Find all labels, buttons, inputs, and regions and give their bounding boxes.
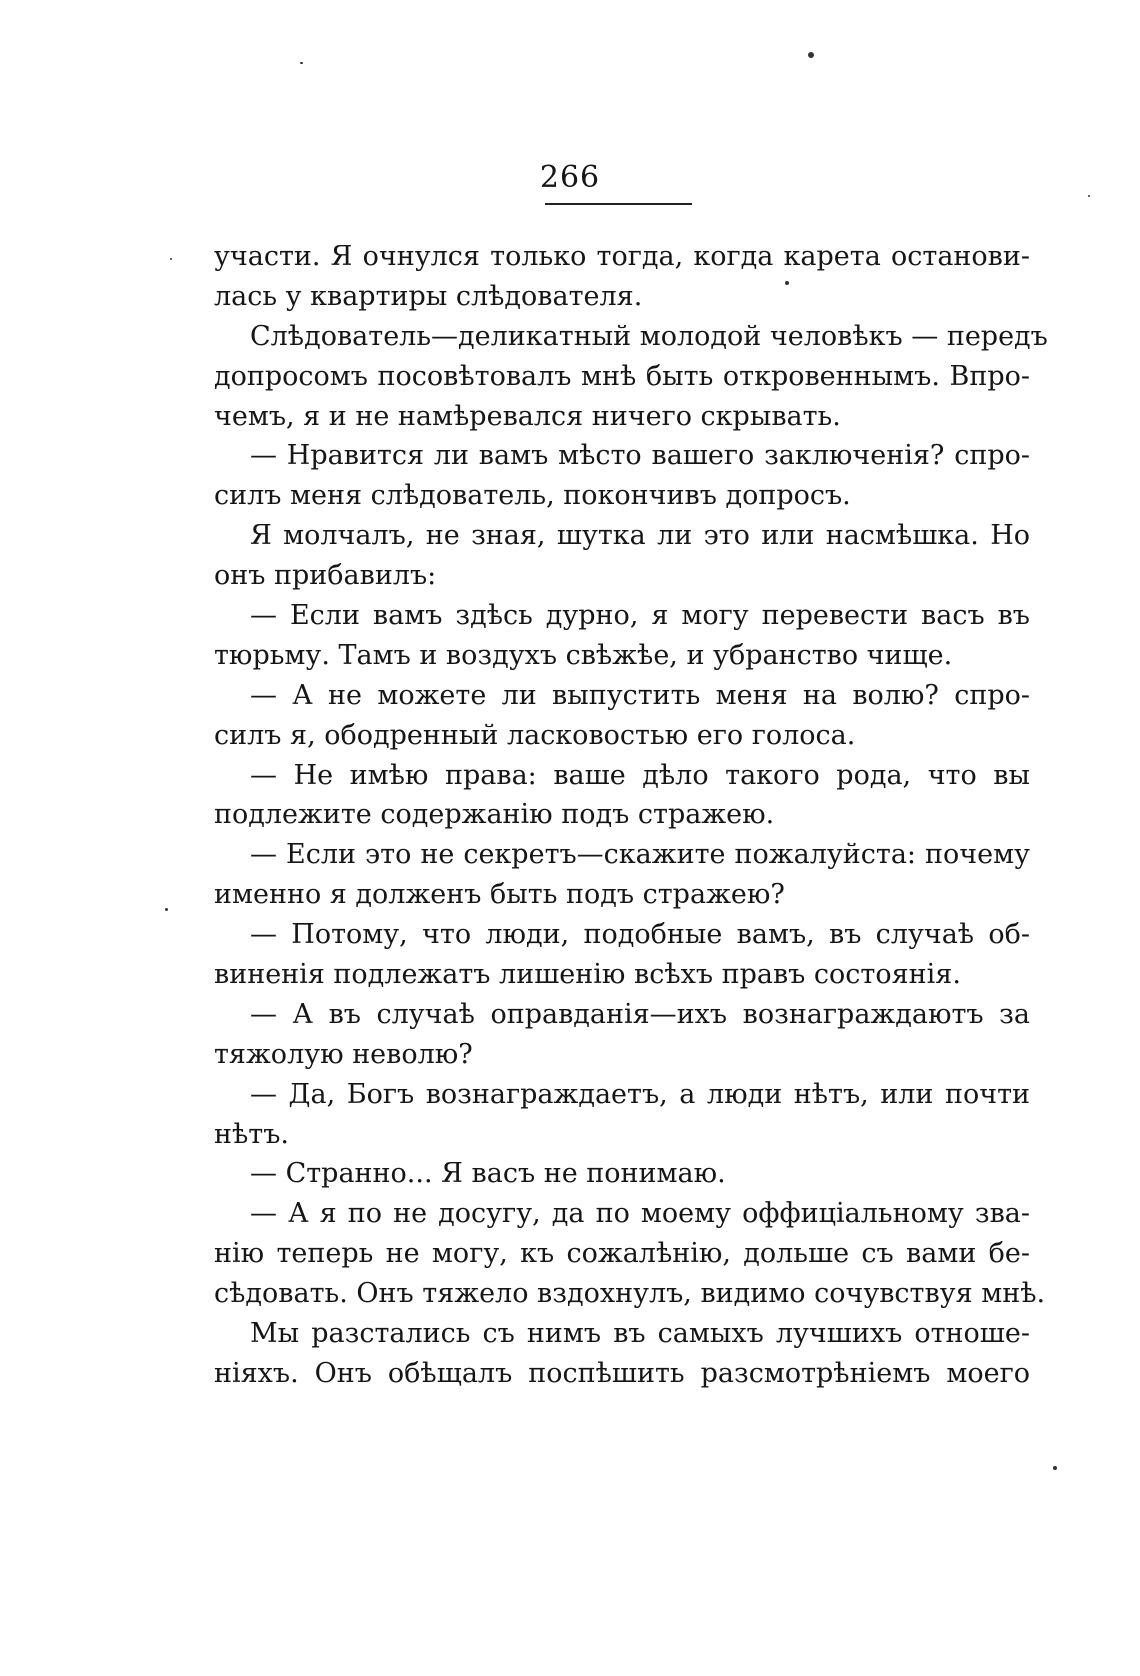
text-line: — А не можете ли выпустить меня на волю? спро- xyxy=(250,679,1030,711)
text-line: — А въ случаѣ оправданія—ихъ вознаграждаютъ за xyxy=(250,998,1030,1030)
text-line: нію теперь не могу, къ сожалѣнію, дольше съ вами бе- xyxy=(214,1238,1030,1270)
text-line: участи. Я очнулся только тогда, когда карета останови- xyxy=(214,241,1030,272)
text-line: — Если вамъ здѣсь дурно, я могу перевести васъ въ xyxy=(250,600,1030,632)
text-line: Слѣдователь—деликатный молодой человѣкъ — передъ xyxy=(250,320,1048,352)
text-line: нѣтъ. xyxy=(214,1118,289,1150)
text-line: — Потому, что люди, подобные вамъ, въ случаѣ об- xyxy=(250,919,1030,951)
text-line: сѣдовать. Онъ тяжело вздохнулъ, видимо сочувствуя мнѣ. xyxy=(214,1278,1046,1310)
scan-speck xyxy=(170,258,172,260)
text-line: — Нравится ли вамъ мѣсто вашего заключенія? спро- xyxy=(250,440,1030,472)
text-line: лась у квартиры слѣдователя. xyxy=(214,280,643,312)
text-line: Я молчалъ, не зная, шутка ли это или насмѣшка. Но xyxy=(250,520,1030,552)
text-line: силъ я, ободренный ласковостью его голоса. xyxy=(214,719,856,751)
text-line: — Не имѣю права: ваше дѣло такого рода, что вы xyxy=(250,759,1030,791)
text-line: подлежите содержанію подъ стражею. xyxy=(214,799,775,831)
scan-speck xyxy=(785,281,789,285)
text-line: — Если это не секретъ—скажите пожалуйста: почему xyxy=(250,839,1030,871)
text-line: — Странно... Я васъ не понимаю. xyxy=(250,1158,726,1190)
scan-speck xyxy=(165,908,168,911)
text-line: допросомъ посовѣтовалъ мнѣ быть откровеннымъ. Впро- xyxy=(214,360,1030,392)
text-line: силъ меня слѣдователь, покончивъ допросъ. xyxy=(214,480,851,512)
scan-speck xyxy=(808,52,814,58)
text-line: именно я долженъ быть подъ стражею? xyxy=(214,879,785,911)
text-line: тюрьму. Тамъ и воздухъ свѣжѣе, и убранство чище. xyxy=(214,639,953,671)
text-line: чемъ, я и не намѣревался ничего скрывать. xyxy=(214,400,841,432)
scan-speck xyxy=(1053,1466,1057,1470)
page-number: 266 xyxy=(539,160,601,195)
text-line: — А я по не досугу, да по моему оффиціальному зва- xyxy=(250,1198,1030,1230)
text-line: ніяхъ. Онъ обѣщалъ поспѣшить разсмотрѣніемъ моего xyxy=(214,1357,1030,1389)
scan-speck xyxy=(300,62,303,64)
body-text xyxy=(214,237,1048,1394)
text-line: онъ прибавилъ: xyxy=(214,560,437,592)
text-line: виненія подлежатъ лишенію всѣхъ правъ состоянія. xyxy=(214,959,961,991)
text-line: Мы разстались съ нимъ въ самыхъ лучшихъ отноше- xyxy=(250,1318,1030,1350)
text-line: — Да, Богъ вознаграждаетъ, а люди нѣтъ, или почти xyxy=(250,1078,1030,1110)
text-line: тяжолую неволю? xyxy=(214,1038,473,1070)
scan-speck xyxy=(1088,195,1090,197)
page-number-rule xyxy=(545,203,692,205)
